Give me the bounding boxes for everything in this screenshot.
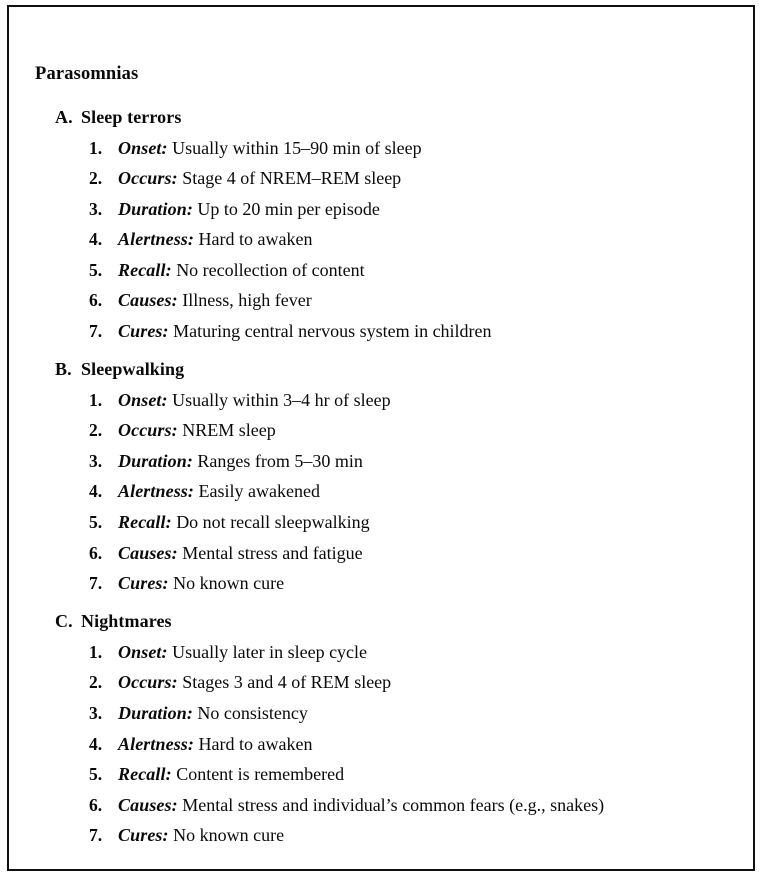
- section-c: [35, 606, 739, 851]
- list-item: [35, 667, 739, 698]
- section-b: [35, 354, 739, 599]
- section-title: Sleepwalking: [81, 358, 185, 379]
- list-item: [35, 637, 739, 668]
- item-number: 4.: [89, 229, 103, 250]
- list-item: [35, 415, 739, 446]
- item-body: [118, 255, 365, 286]
- item-label: Duration:: [118, 703, 193, 723]
- item-text: Mental stress and individual’s common fears (e.g., snakes): [182, 794, 605, 815]
- item-label: Causes:: [118, 290, 178, 311]
- item-label: Alertness:: [118, 229, 195, 250]
- item-label: Alertness:: [118, 481, 195, 502]
- item-number: 6.: [89, 794, 103, 815]
- list-item: [35, 385, 739, 416]
- item-body: [118, 637, 367, 668]
- list-item: [35, 507, 739, 538]
- item-label: Onset:: [118, 389, 168, 410]
- item-number: 6.: [89, 290, 103, 311]
- list-item: [35, 538, 739, 569]
- list-item: [35, 285, 739, 316]
- item-body: [118, 224, 312, 255]
- item-label: Occurs:: [118, 168, 178, 189]
- list-item: [35, 820, 739, 851]
- item-number: 2.: [89, 168, 103, 189]
- item-label: Duration:: [118, 198, 193, 219]
- item-body: [118, 415, 276, 446]
- item-label: Onset:: [118, 137, 168, 158]
- item-text: No recollection of content: [176, 259, 365, 280]
- item-body: [118, 790, 604, 821]
- item-body: [118, 667, 391, 698]
- item-body: [118, 759, 344, 790]
- item-label: Cures:: [118, 321, 169, 342]
- item-number: 4.: [89, 733, 103, 754]
- item-body: [118, 385, 391, 416]
- item-text: Content is remembered: [176, 764, 345, 785]
- item-text: Illness, high fever: [182, 290, 312, 311]
- list-item: [35, 790, 739, 821]
- list-item: [35, 133, 739, 164]
- item-label: Occurs:: [118, 672, 178, 693]
- item-text: Usually later in sleep cycle: [172, 641, 368, 662]
- item-text: Usually within 15–90 min of sleep: [172, 137, 422, 158]
- list-item: [35, 255, 739, 286]
- item-label: Onset:: [118, 641, 168, 662]
- section-heading: [35, 606, 739, 637]
- list-item: [35, 316, 739, 347]
- item-text: Ranges from 5–30 min: [197, 450, 363, 471]
- item-number: 2.: [89, 420, 103, 441]
- list-item: [35, 224, 739, 255]
- item-text: No known cure: [173, 825, 285, 846]
- item-body: [118, 476, 320, 507]
- item-text: NREM sleep: [182, 420, 276, 441]
- numbered-item-list: [35, 637, 739, 851]
- item-label: Cures:: [118, 573, 169, 594]
- item-label: Duration:: [118, 450, 193, 471]
- item-body: [118, 163, 401, 194]
- item-text: Hard to awaken: [198, 733, 313, 754]
- item-text: No consistency: [197, 703, 308, 723]
- item-number: 6.: [89, 542, 103, 563]
- item-number: 7.: [89, 573, 103, 594]
- item-label: Causes:: [118, 542, 178, 563]
- item-text: Stages 3 and 4 of REM sleep: [182, 672, 392, 693]
- item-number: 3.: [89, 703, 103, 723]
- item-text: Up to 20 min per episode: [197, 198, 380, 219]
- item-body: [118, 729, 312, 760]
- item-number: 2.: [89, 672, 103, 693]
- section-list: [35, 102, 739, 851]
- list-item: [35, 194, 739, 225]
- item-number: 1.: [89, 389, 103, 410]
- item-body: [118, 133, 422, 164]
- item-text: Usually within 3–4 hr of sleep: [172, 389, 391, 410]
- item-body: [118, 507, 370, 538]
- item-number: 7.: [89, 825, 103, 846]
- item-body: [118, 446, 363, 477]
- item-body: [118, 568, 284, 599]
- section-heading: [35, 102, 739, 133]
- section-letter: A.: [55, 106, 73, 127]
- item-number: 1.: [89, 137, 103, 158]
- list-item: [35, 446, 739, 477]
- item-body: [118, 698, 308, 729]
- item-label: Causes:: [118, 794, 178, 815]
- page-title: Parasomnias: [35, 64, 139, 84]
- item-body: [118, 194, 380, 225]
- numbered-item-list: [35, 133, 739, 347]
- item-body: [118, 316, 492, 347]
- item-number: 3.: [89, 198, 103, 219]
- section-heading: [35, 354, 739, 385]
- item-label: Alertness:: [118, 733, 195, 754]
- list-item: [35, 476, 739, 507]
- section-letter: C.: [55, 610, 73, 631]
- list-item: [35, 568, 739, 599]
- list-item: [35, 729, 739, 760]
- list-item: [35, 163, 739, 194]
- item-text: Easily awakened: [198, 481, 320, 502]
- item-number: 4.: [89, 481, 103, 502]
- item-number: 1.: [89, 641, 103, 662]
- item-number: 5.: [89, 764, 103, 785]
- item-text: Do not recall sleepwalking: [176, 512, 370, 533]
- list-item: [35, 759, 739, 790]
- item-text: Hard to awaken: [198, 229, 313, 250]
- item-number: 7.: [89, 321, 103, 342]
- item-number: 5.: [89, 259, 103, 280]
- item-number: 5.: [89, 512, 103, 533]
- document-content: [9, 7, 753, 869]
- section-title: Nightmares: [81, 610, 172, 631]
- section-letter: B.: [55, 358, 72, 379]
- item-label: Recall:: [118, 512, 172, 533]
- page-border-frame: [7, 5, 755, 871]
- section-title: Sleep terrors: [81, 106, 182, 127]
- item-number: 3.: [89, 450, 103, 471]
- section-a: [35, 102, 739, 347]
- item-body: [118, 538, 363, 569]
- item-label: Recall:: [118, 764, 172, 785]
- item-text: Mental stress and fatigue: [182, 542, 363, 563]
- item-body: [118, 285, 312, 316]
- item-body: [118, 820, 284, 851]
- item-text: No known cure: [173, 573, 285, 594]
- item-text: Maturing central nervous system in children: [173, 321, 492, 342]
- item-label: Cures:: [118, 825, 169, 846]
- item-label: Occurs:: [118, 420, 178, 441]
- item-text: Stage 4 of NREM–REM sleep: [182, 168, 402, 189]
- item-label: Recall:: [118, 259, 172, 280]
- list-item: [35, 698, 739, 729]
- numbered-item-list: [35, 385, 739, 599]
